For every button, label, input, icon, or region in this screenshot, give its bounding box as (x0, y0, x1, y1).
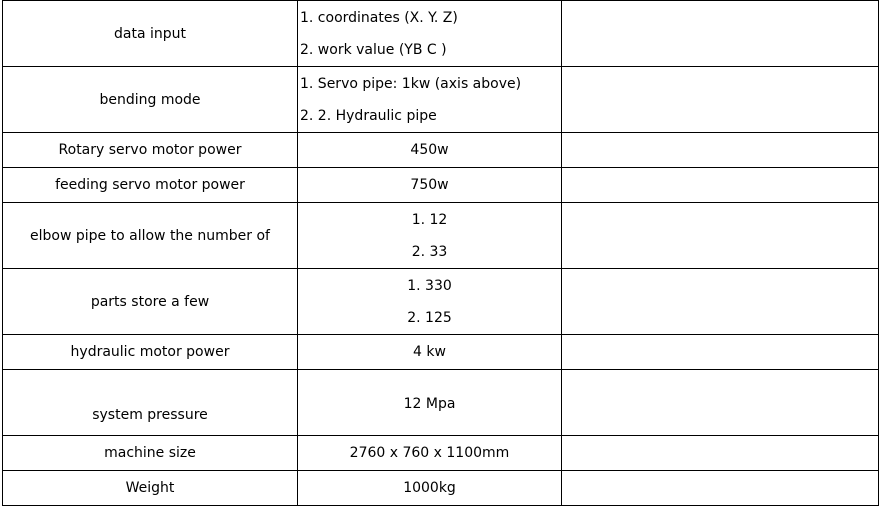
row-value-text: 12 Mpa (403, 395, 456, 412)
table-row (3, 133, 879, 168)
row-label: Rotary servo motor power (3, 133, 298, 168)
row-value: 2760 x 760 x 1100mm (298, 436, 562, 471)
table-row (3, 370, 879, 436)
row-value (298, 67, 562, 133)
table-row (3, 436, 879, 471)
row-value: 450w (298, 133, 562, 168)
value-line: 1. 330 (407, 278, 452, 294)
value-line: 1. coordinates (X. Y. Z) (300, 10, 458, 26)
blank-cell (562, 168, 879, 203)
row-label: hydraulic motor power (3, 335, 298, 370)
table-row (3, 1, 879, 67)
row-value (298, 370, 562, 436)
table-row (3, 471, 879, 506)
row-value (298, 269, 562, 335)
row-label: machine size (3, 436, 298, 471)
blank-cell (562, 335, 879, 370)
value-line: 1. Servo pipe: 1kw (axis above) (300, 76, 522, 92)
spec-table (2, 0, 879, 506)
row-label-text: system pressure (92, 406, 208, 423)
row-value: 1000kg (298, 471, 562, 506)
value-line: 2. work value (YB C ) (300, 42, 447, 58)
table-row (3, 335, 879, 370)
value-line: 2. 125 (407, 310, 452, 326)
row-label (3, 370, 298, 436)
value-line: 2. 33 (411, 244, 448, 260)
row-label: parts store a few (3, 269, 298, 335)
row-value (298, 1, 562, 67)
row-value (298, 203, 562, 269)
row-label: Weight (3, 471, 298, 506)
row-value: 750w (298, 168, 562, 203)
blank-cell (562, 1, 879, 67)
row-value: 4 kw (298, 335, 562, 370)
table-row (3, 269, 879, 335)
row-label: data input (3, 1, 298, 67)
row-label: feeding servo motor power (3, 168, 298, 203)
row-label: bending mode (3, 67, 298, 133)
table-row (3, 203, 879, 269)
blank-cell (562, 471, 879, 506)
table-row (3, 67, 879, 133)
blank-cell (562, 203, 879, 269)
row-label: elbow pipe to allow the number of (3, 203, 298, 269)
blank-cell (562, 269, 879, 335)
blank-cell (562, 370, 879, 436)
blank-cell (562, 133, 879, 168)
blank-cell (562, 436, 879, 471)
value-line: 1. 12 (411, 212, 448, 228)
blank-cell (562, 67, 879, 133)
table-row (3, 168, 879, 203)
value-line: 2. 2. Hydraulic pipe (300, 108, 437, 124)
